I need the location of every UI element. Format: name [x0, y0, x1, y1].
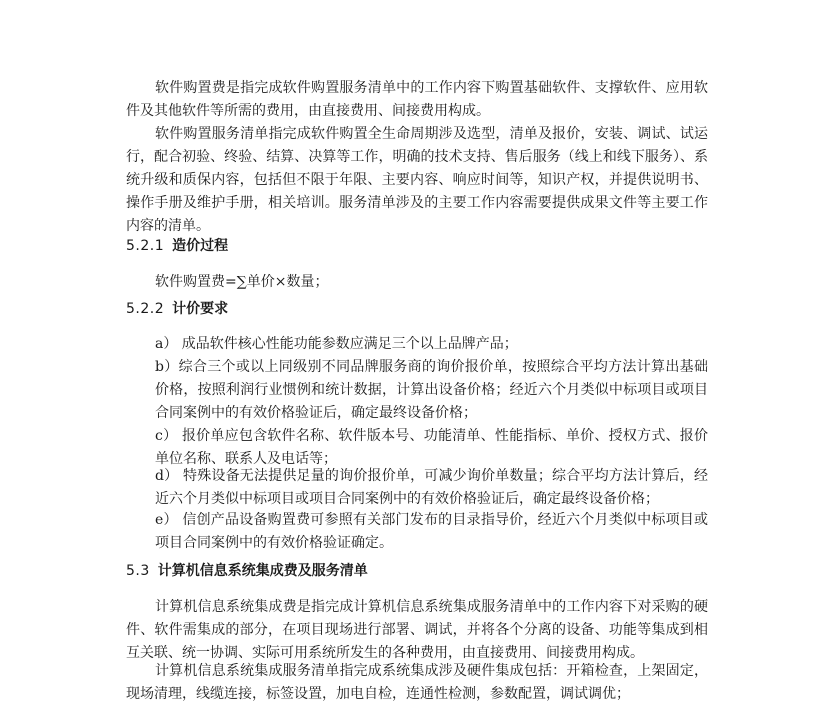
section-title: 计价要求 — [172, 301, 229, 317]
section-title: 造价过程 — [172, 238, 229, 254]
list-item-a: a） 成品软件核心性能功能参数应满足三个以上品牌产品； — [155, 336, 518, 352]
section-number: 5.2.1 — [126, 238, 165, 254]
list-item-c: c） 报价单应包含软件名称、软件版本号、功能清单、性能指标、单价、授权方式、报价单位名称、联系人及电话等； — [155, 428, 708, 467]
section-number: 5.3 — [126, 563, 150, 579]
section-5-3-paragraph-1: 计算机信息系统集成费是指完成计算机信息系统集成服务清单中的工作内容下对采购的硬件、软件需集成的部分，在项目现场进行部署、调试，并将各个分离的设备、功能等集成到相互关联、统一协调、实际可用系统所发生的各种费用，由直接费用、间接费用构成。 — [126, 599, 708, 661]
section-5-2-1-heading — [126, 236, 228, 256]
section-5-3-paragraph-2: 计算机信息系统集成服务清单指完成系统集成涉及硬件集成包括：开箱检查，上架固定，现场清理，线缆连接，标签设置，加电自检，连通性检测，参数配置，调试调优； — [126, 663, 708, 702]
intro-paragraph-1: 软件购置费是指完成软件购置服务清单中的工作内容下购置基础软件、支撑软件、应用软件及其他软件等所需的费用，由直接费用、间接费用构成。 — [126, 80, 708, 119]
section-title: 计算机信息系统集成费及服务清单 — [157, 563, 368, 579]
intro-paragraph-2: 软件购置服务清单指完成软件购置全生命周期涉及选型，清单及报价，安装、调试、试运行，配合初验、终验、结算、决算等工作，明确的技术支持、售后服务（线上和线下服务）、系统升级和质保内容，包括但不限于年限、主要内容、响应时间等，知识产权，并提供说明书、操作手册及维护手册，相关培训。服务清单涉及的主要工作内容需要提供成果文件等主要工作内容的清单。 — [126, 126, 708, 234]
list-item-b: b）综合三个或以上同级别不同品牌服务商的询价报价单，按照综合平均方法计算出基础价格，按照利润行业惯例和统计数据，计算出设备价格；经近六个月类似中标项目或项目合同案例中的有效价格验证后，确定最终设备价格； — [155, 359, 708, 421]
list-item-e: e） 信创产品设备购置费可参照有关部门发布的目录指导价，经近六个月类似中标项目或项目合同案例中的有效价格验证确定。 — [155, 512, 708, 551]
section-5-3-heading — [126, 561, 368, 581]
list-item-d: d） 特殊设备无法提供足量的询价报价单，可减少询价单数量；综合平均方法计算后，经近六个月类似中标项目或项目合同案例中的有效价格验证后，确定最终设备价格； — [155, 468, 708, 507]
section-5-2-2-heading — [126, 299, 228, 319]
section-number: 5.2.2 — [126, 301, 165, 317]
price-formula: 软件购置费=∑单价×数量； — [155, 274, 329, 290]
